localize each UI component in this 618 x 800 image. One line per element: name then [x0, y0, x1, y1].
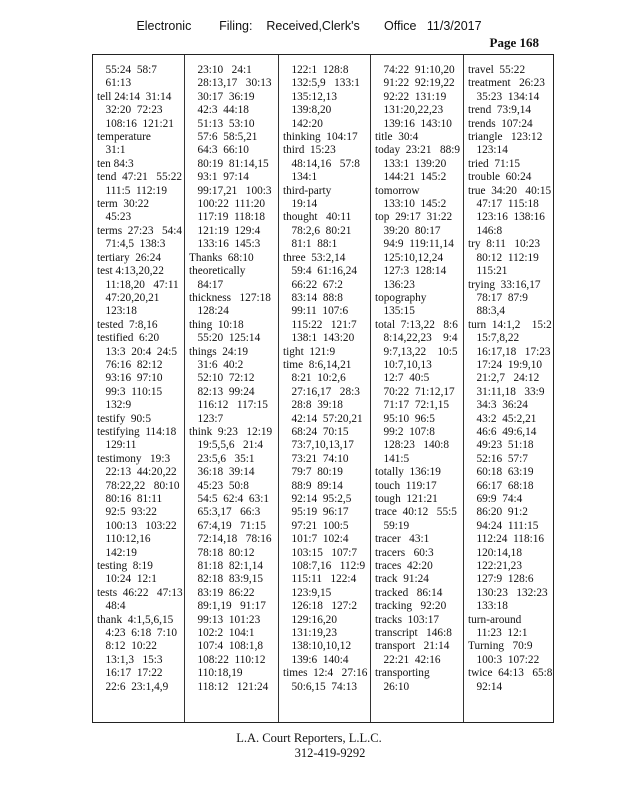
index-entry-line: 92:14 [468, 680, 503, 693]
index-entry-line: 27:16,17 28:3 [283, 385, 360, 398]
index-entry-line: trend 73:9,14 [468, 104, 532, 117]
index-entry-line: tough 121:21 [375, 493, 438, 505]
index-column-4 [370, 55, 463, 722]
index-entry-line: twice 64:13 65:8 [468, 667, 553, 680]
index-entry-line: 97:21 100:5 [283, 519, 349, 532]
index-entry-line: 115:21 [468, 265, 508, 278]
index-entry-line: 139:16 143:10 [375, 117, 452, 130]
index-entry-line: 136:23 [375, 278, 415, 291]
index-entry-line: thickness 127:18 [189, 291, 271, 304]
index-entry-line: 65:3,17 66:3 [189, 506, 261, 519]
index-entry-line: testimony 19:3 [97, 452, 171, 465]
index-entry-line: 80:16 81:11 [97, 493, 163, 505]
index-entry-line: tell 24:14 31:14 [97, 90, 172, 103]
index-entry-line: 123:16 138:16 [468, 211, 545, 224]
index-entry-line: 99:11 107:6 [283, 305, 349, 318]
index-entry-line: 19:5,5,6 21:4 [189, 439, 264, 452]
index-entry-line: 55:24 58:7 [97, 64, 157, 76]
index-entry-line: 141:5 [375, 452, 410, 465]
index-entry-line: 13:3 20:4 24:5 [97, 345, 178, 358]
index-entry-line: 144:21 145:2 [375, 171, 447, 184]
index-entry-line: traces 42:20 [375, 560, 433, 573]
index-entry-line: 49:23 51:18 [468, 439, 534, 452]
index-entry-line: 68:24 70:15 [283, 425, 349, 438]
index-entry-line: 133:18 [468, 600, 508, 613]
index-entry-line: 78:2,6 80:21 [283, 224, 352, 237]
index-entry-line: transporting [375, 667, 430, 680]
index-entry-line: 81:1 88:1 [283, 238, 338, 251]
index-entry-line: 47:17 115:18 [468, 198, 539, 211]
index-entry-line: 11:23 12:1 [468, 627, 528, 640]
index-entry-line: 108:16 121:21 [97, 117, 174, 130]
index-entry-line: 28:13,17 30:13 [189, 77, 272, 90]
index-entry-line: 112:24 118:16 [468, 533, 545, 546]
index-entry-line: 101:7 102:4 [283, 533, 349, 546]
index-entry-line: 138:1 143:20 [283, 332, 355, 345]
index-entry-line: 57:6 58:5,21 [189, 131, 258, 144]
index-entry-line: transcript 146:8 [375, 627, 452, 640]
index-entry-line: 99:13 101:23 [189, 613, 261, 626]
index-entry-line: 80:12 112:19 [468, 251, 539, 264]
index-entry-line: tracers 60:3 [375, 546, 434, 559]
index-entry-line: transport 21:14 [375, 640, 450, 653]
index-entry-line: 64:3 66:10 [189, 144, 249, 157]
index-entry-line: 31:6 40:2 [189, 358, 244, 371]
index-entry-line: time 8:6,14,21 [283, 358, 352, 371]
index-entry-line: Turning 70:9 [468, 640, 533, 653]
index-entry-line: true 34:20 40:15 [468, 184, 552, 197]
index-entry-line: 31:1 [97, 144, 126, 157]
index-entry-line: 100:22 111:20 [189, 198, 266, 211]
index-entry-line: 139:6 140:4 [283, 653, 349, 666]
index-entry-line: 94:9 119:11,14 [375, 238, 454, 251]
index-entry-line: 142:19 [97, 546, 137, 559]
index-entry-line: 11:18,20 47:11 [97, 278, 179, 291]
index-entry-line: 120:14,18 [468, 546, 522, 559]
index-entry-line: try 8:11 10:23 [468, 238, 541, 251]
index-entry-line: 133:1 139:20 [375, 157, 447, 170]
index-entry-line: 102:2 104:1 [189, 627, 255, 640]
index-entry-line: 123:7 [189, 412, 224, 425]
page-number: Page 168 [489, 35, 539, 50]
index-entry-line: 89:1,19 91:17 [189, 600, 266, 613]
index-entry-line: testifying 114:18 [97, 425, 177, 438]
index-entry-line: 46:6 49:6,14 [468, 425, 537, 438]
index-entry-line: 88:9 89:14 [283, 479, 343, 492]
index-entry-line: three 53:2,14 [283, 251, 346, 264]
index-entry-line: tried 71:15 [468, 157, 521, 170]
index-entry-line: tomorrow [375, 184, 420, 197]
index-entry-line: 16:17 17:22 [97, 667, 163, 680]
index-entry-line: trends 107:24 [468, 117, 533, 130]
index-entry-line: ten 84:3 [97, 157, 134, 170]
index-entry-line: 123:14 [468, 144, 508, 157]
index-entry-line: 135:12,13 [283, 90, 337, 103]
index-entry-line: 130:23 132:23 [468, 586, 548, 599]
index-entry-line: thought 40:11 [283, 211, 352, 224]
index-entry-line: 81:18 82:1,14 [189, 560, 264, 573]
index-entry-line: 8:21 10:2,6 [283, 372, 346, 385]
index-entry-line: 15:7,8,22 [468, 332, 520, 345]
index-entry-line: test 4:13,20,22 [97, 265, 164, 278]
index-entry-line: terms 27:23 54:4 [97, 224, 183, 237]
index-entry-line: 42:3 44:18 [189, 104, 249, 117]
index-entry-line: 47:20,20,21 [97, 291, 160, 304]
index-entry-line: 138:10,10,12 [283, 640, 352, 653]
index-entry-line: 132:9 [97, 399, 132, 412]
index-entry-line: theoretically [189, 265, 246, 278]
index-entry-line: turn 14:1,2 15:2 [468, 318, 552, 331]
index-entry-line: 129:11 [97, 439, 137, 452]
index-entry-line: 8:12 10:22 [97, 640, 157, 653]
index-entry-line: 78:17 87:9 [468, 291, 528, 304]
index-entry-line: touch 119:17 [375, 479, 437, 492]
index-entry-line: 131:20,22,23 [375, 104, 444, 117]
index-column-3 [278, 55, 370, 722]
index-entry-line: tracked 86:14 [375, 586, 443, 599]
index-entry-line: 52:10 72:12 [189, 372, 255, 385]
index-entry-line: 10:7,10,13 [375, 358, 432, 371]
index-entry-line: 51:13 53:10 [189, 117, 255, 130]
index-entry-line: tracking 92:20 [375, 600, 447, 613]
index-entry-line: 42:14 57:20,21 [283, 412, 363, 425]
index-entry-line: 22:13 44:20,22 [97, 466, 177, 479]
index-entry-line: thank 4:1,5,6,15 [97, 613, 174, 626]
index-column-5 [463, 55, 555, 722]
index-entry-line: 32:20 72:23 [97, 104, 163, 117]
index-entry-line: 94:24 111:15 [468, 519, 539, 532]
index-entry-line: thinking 104:17 [283, 131, 358, 144]
index-entry-line: 128:23 140:8 [375, 439, 450, 452]
index-entry-line: 93:16 97:10 [97, 372, 163, 385]
index-entry-line: 70:22 71:12,17 [375, 385, 455, 398]
index-entry-line: 99:17,21 100:3 [189, 184, 272, 197]
index-entry-line: tight 121:9 [283, 345, 336, 358]
index-entry-line: Thanks 68:10 [189, 251, 254, 264]
index-entry-line: 133:10 145:2 [375, 198, 447, 211]
index-entry-line: 78:18 80:12 [189, 546, 255, 559]
index-entry-line: 100:3 107:22 [468, 653, 540, 666]
index-entry-line: 84:17 [189, 278, 224, 291]
index-entry-line: testified 6:20 [97, 332, 160, 345]
index-entry-line: 99:2 107:8 [375, 425, 435, 438]
index-entry-line: total 7:13,22 8:6 [375, 318, 458, 331]
index-frame [92, 54, 554, 723]
index-entry-line: 34:3 36:24 [468, 399, 528, 412]
index-entry-line: trying 33:16,17 [468, 278, 541, 291]
index-entry-line: 66:17 68:18 [468, 479, 534, 492]
index-entry-line: 135:15 [375, 305, 415, 318]
index-entry-line: 74:22 91:10,20 [375, 64, 455, 76]
index-entry-line: travel 55:22 [468, 64, 526, 76]
index-entry-line: 108:7,16 112:9 [283, 560, 366, 573]
index-entry-line: 59:19 [375, 519, 410, 532]
index-entry-line: 82:13 99:24 [189, 385, 255, 398]
index-entry-line: 92:5 93:22 [97, 506, 157, 519]
index-entry-line: 55:20 125:14 [189, 332, 261, 345]
index-entry-line: 17:24 19:9,10 [468, 358, 543, 371]
index-entry-line: tests 46:22 47:13 [97, 586, 183, 599]
index-entry-line: tend 47:21 55:22 [97, 171, 183, 184]
index-entry-line: 116:12 117:15 [189, 399, 268, 412]
index-entry-line: 72:14,18 78:16 [189, 533, 272, 546]
index-entry-line: 142:20 [283, 117, 323, 130]
index-entry-line: 127:9 128:6 [468, 573, 534, 586]
index-entry-line: 26:10 [375, 680, 410, 693]
index-entry-line: topography [375, 291, 427, 304]
index-entry-line: 132:5,9 133:1 [283, 77, 360, 90]
index-entry-line: 122:21,23 [468, 560, 522, 573]
reporter-phone: 312-419-9292 [294, 746, 366, 760]
index-entry-line: 92:14 95:2,5 [283, 493, 352, 505]
index-entry-line: temperature [97, 131, 151, 144]
index-entry-line: 76:16 82:12 [97, 358, 163, 371]
index-entry-line: 80:19 81:14,15 [189, 157, 269, 170]
index-entry-line: 10:24 12:1 [97, 573, 157, 586]
index-entry-line: track 91:24 [375, 573, 429, 586]
index-entry-line: totally 136:19 [375, 466, 441, 479]
index-column-1 [93, 55, 184, 722]
index-entry-line: 86:20 91:2 [468, 506, 528, 519]
filing-header: Electronic Filing: Received,Clerk's Office 11/3/2017 [136, 19, 482, 33]
index-entry-line: 83:14 88:8 [283, 291, 343, 304]
index-entry-line: 82:18 83:9,15 [189, 573, 264, 586]
index-entry-line: 118:12 121:24 [189, 680, 269, 693]
index-entry-line: 93:1 97:14 [189, 171, 249, 184]
index-entry-line: think 9:23 12:19 [189, 425, 273, 438]
index-entry-line: 69:9 74:4 [468, 493, 523, 505]
index-entry-line: 99:3 110:15 [97, 385, 163, 398]
index-entry-line: 45:23 [97, 211, 132, 224]
index-entry-line: 66:22 67:2 [283, 278, 343, 291]
index-entry-line: 123:9,15 [283, 586, 332, 599]
index-entry-line: 59:4 61:16,24 [283, 265, 358, 278]
index-entry-line: 73:21 74:10 [283, 452, 349, 465]
index-entry-line: 71:4,5 138:3 [97, 238, 166, 251]
reporter-company: L.A. Court Reporters, L.L.C. [236, 731, 382, 745]
index-entry-line: 110:18,19 [189, 667, 243, 680]
index-entry-line: 123:18 [97, 305, 137, 318]
index-entry-line: 22:21 42:16 [375, 653, 441, 666]
index-entry-line: 9:7,13,22 10:5 [375, 345, 458, 358]
index-column-2 [184, 55, 278, 722]
index-entry-line: 134:1 [283, 171, 318, 184]
index-entry-line: today 23:21 88:9 [375, 144, 461, 157]
index-entry-line: 39:20 80:17 [375, 224, 441, 237]
index-entry-line: 95:10 96:5 [375, 412, 435, 425]
index-entry-line: triangle 123:12 [468, 131, 543, 144]
index-entry-line: 12:7 40:5 [375, 372, 430, 385]
index-entry-line: turn-around [468, 613, 522, 626]
index-entry-line: 117:19 118:18 [189, 211, 266, 224]
index-entry-line: tracks 103:17 [375, 613, 440, 626]
index-entry-line: 139:8,20 [283, 104, 332, 117]
index-entry-line: 110:12,16 [97, 533, 151, 546]
index-entry-line: 121:19 129:4 [189, 224, 261, 237]
index-entry-line: 103:15 107:7 [283, 546, 358, 559]
index-entry-line: 48:14,16 57:8 [283, 157, 360, 170]
index-entry-line: 22:6 23:1,4,9 [97, 680, 169, 693]
index-entry-line: tertiary 26:24 [97, 251, 161, 264]
index-entry-line: 111:5 112:19 [97, 184, 167, 197]
footer [0, 731, 618, 761]
index-entry-line: 61:13 [97, 77, 132, 90]
index-entry-line: 133:16 145:3 [189, 238, 261, 251]
index-entry-line: 23:10 24:1 [189, 64, 252, 76]
index-entry-line: 129:16,20 [283, 613, 337, 626]
index-entry-line: trace 40:12 55:5 [375, 506, 457, 519]
index-entry-line: 21:2,7 24:12 [468, 372, 540, 385]
index-entry-line: 52:16 57:7 [468, 452, 528, 465]
index-entry-line: 128:24 [189, 305, 229, 318]
index-entry-line: things 24:19 [189, 345, 248, 358]
index-entry-line: third-party [283, 184, 332, 197]
index-entry-line: testify 90:5 [97, 412, 151, 425]
index-entry-line: 125:10,12,24 [375, 251, 444, 264]
index-entry-line: top 29:17 31:22 [375, 211, 453, 224]
index-entry-line: 115:22 121:7 [283, 318, 357, 331]
index-entry-line: thing 10:18 [189, 318, 244, 331]
index-entry-line: 108:22 110:12 [189, 653, 266, 666]
index-entry-line: 45:23 50:8 [189, 479, 249, 492]
index-entry-line: 78:22,22 80:10 [97, 479, 180, 492]
index-entry-line: 115:11 122:4 [283, 573, 357, 586]
index-entry-line: 100:13 103:22 [97, 519, 177, 532]
index-entry-line: treatment 26:23 [468, 77, 545, 90]
index-entry-line: 13:1,3 15:3 [97, 653, 163, 666]
index-entry-line: 73:7,10,13,17 [283, 439, 354, 452]
index-entry-line: 83:19 86:22 [189, 586, 255, 599]
index-entry-line: third 15:23 [283, 144, 336, 157]
index-entry-line: 28:8 39:18 [283, 399, 343, 412]
index-entry-line: 79:7 80:19 [283, 466, 343, 479]
index-entry-line: 122:1 128:8 [283, 64, 349, 76]
index-entry-line: 67:4,19 71:15 [189, 519, 266, 532]
index-entry-line: 30:17 36:19 [189, 90, 255, 103]
index-entry-line: 36:18 39:14 [189, 466, 255, 479]
index-entry-line: 126:18 127:2 [283, 600, 358, 613]
index-entry-line: 107:4 108:1,8 [189, 640, 264, 653]
index-entry-line: 92:22 131:19 [375, 90, 447, 103]
index-entry-line: title 30:4 [375, 131, 419, 144]
index-entry-line: 146:8 [468, 224, 503, 237]
index-entry-line: 88:3,4 [468, 305, 506, 318]
index-entry-line: 50:6,15 74:13 [283, 680, 358, 693]
index-entry-line: trouble 60:24 [468, 171, 532, 184]
index-entry-line: 95:19 96:17 [283, 506, 349, 519]
index-entry-line: 19:14 [283, 198, 318, 211]
index-entry-line: term 30:22 [97, 198, 150, 211]
index-entry-line: 131:19,23 [283, 627, 337, 640]
index-entry-line: 35:23 134:14 [468, 90, 540, 103]
index-entry-line: 91:22 92:19,22 [375, 77, 455, 90]
index-entry-line: testing 8:19 [97, 560, 153, 573]
index-entry-line: tracer 43:1 [375, 533, 430, 546]
index-entry-line: 127:3 128:14 [375, 265, 447, 278]
index-entry-line: times 12:4 27:16 [283, 667, 368, 680]
index-entry-line: 54:5 62:4 63:1 [189, 493, 270, 505]
index-entry-line: 31:11,18 33:9 [468, 385, 545, 398]
index-entry-line: 48:4 [97, 600, 126, 613]
index-entry-line: 16:17,18 17:23 [468, 345, 551, 358]
index-entry-line: 60:18 63:19 [468, 466, 534, 479]
index-entry-line: 71:17 72:1,15 [375, 399, 450, 412]
index-entry-line: tested 7:8,16 [97, 318, 158, 331]
index-entry-line: 4:23 6:18 7:10 [97, 627, 178, 640]
index-entry-line: 23:5,6 35:1 [189, 452, 255, 465]
index-entry-line: 43:2 45:2,21 [468, 412, 537, 425]
index-entry-line: 8:14,22,23 9:4 [375, 332, 458, 345]
